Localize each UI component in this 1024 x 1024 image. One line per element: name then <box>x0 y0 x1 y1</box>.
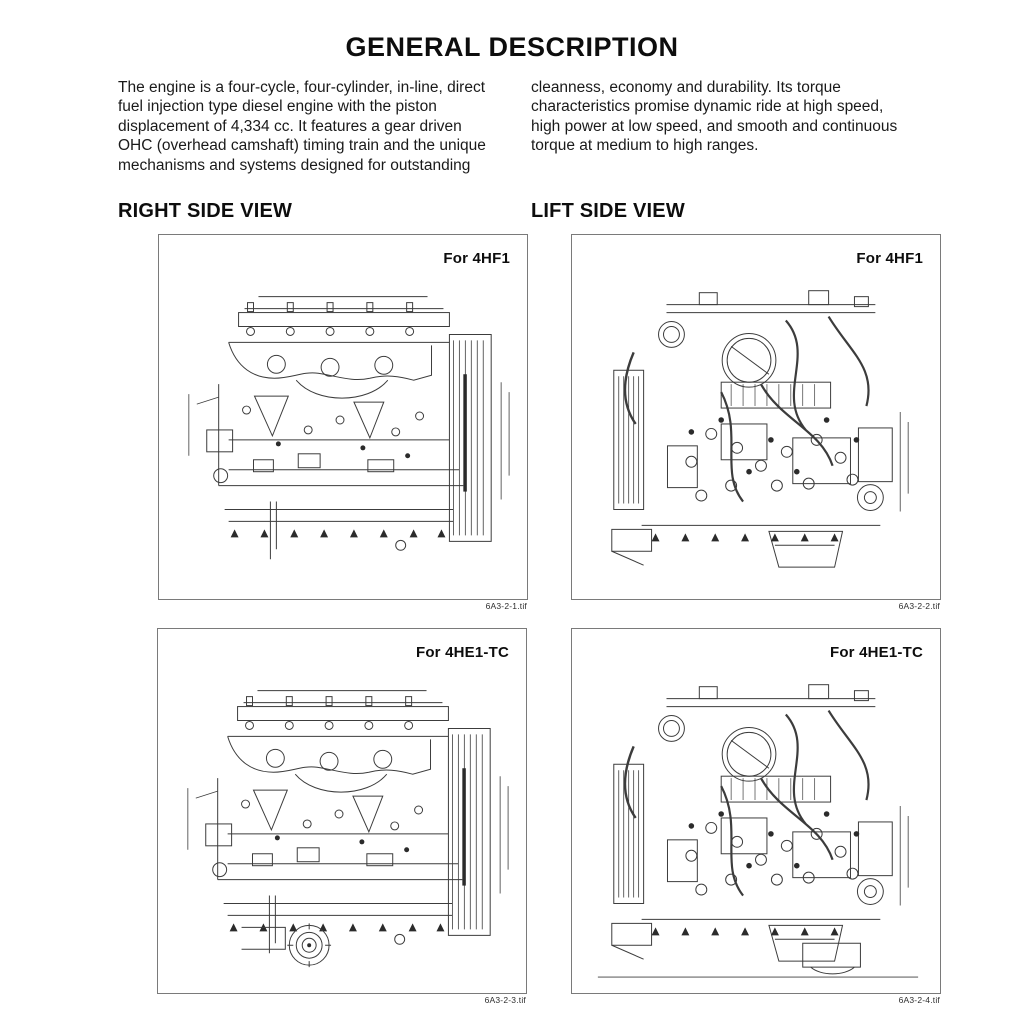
engine-line-art-right-side <box>159 235 527 599</box>
engine-line-art-lift-side <box>572 629 940 993</box>
figure-panel-right-4hf1 <box>158 234 528 611</box>
page-title: GENERAL DESCRIPTION <box>345 32 679 63</box>
engine-line-art-right-side <box>158 629 526 993</box>
section-heading-right-side-view: RIGHT SIDE VIEW <box>118 199 293 222</box>
figure-frame <box>571 628 941 994</box>
figure-frame <box>571 234 941 600</box>
intro-paragraph-right: cleanness, economy and durability. Its torque characteristics promise dynamic ride at high speed, high power at low speed, and smooth and continuous torque at medium to high ranges. <box>531 78 898 155</box>
figure-panel-lift-4he1tc <box>571 628 941 1005</box>
section-heading-lift-side-view: LIFT SIDE VIEW <box>531 199 685 222</box>
figure-filename-caption: 6A3-2-1.tif <box>485 601 527 611</box>
figure-frame <box>157 628 527 994</box>
figure-panel-right-4he1tc <box>157 628 527 1005</box>
figure-model-label: For 4HF1 <box>856 250 923 267</box>
figure-frame <box>158 234 528 600</box>
figure-filename-caption: 6A3-2-4.tif <box>898 995 940 1005</box>
figure-model-label: For 4HE1-TC <box>415 644 509 661</box>
engine-line-art-lift-side <box>572 235 940 599</box>
figure-model-label: For 4HF1 <box>443 250 510 267</box>
intro-paragraph-left: The engine is a four-cycle, four-cylinder, in-line, direct fuel injection type diesel engine with the piston displacement of 4,334 cc. It features a gear driven OHC (overhead camshaft) timing train and the unique mechanisms and systems designed for outstanding <box>118 78 486 174</box>
figure-model-label: For 4HE1-TC <box>829 644 923 661</box>
figure-panel-lift-4hf1 <box>571 234 941 611</box>
figure-filename-caption: 6A3-2-3.tif <box>484 995 526 1005</box>
figure-filename-caption: 6A3-2-2.tif <box>898 601 940 611</box>
